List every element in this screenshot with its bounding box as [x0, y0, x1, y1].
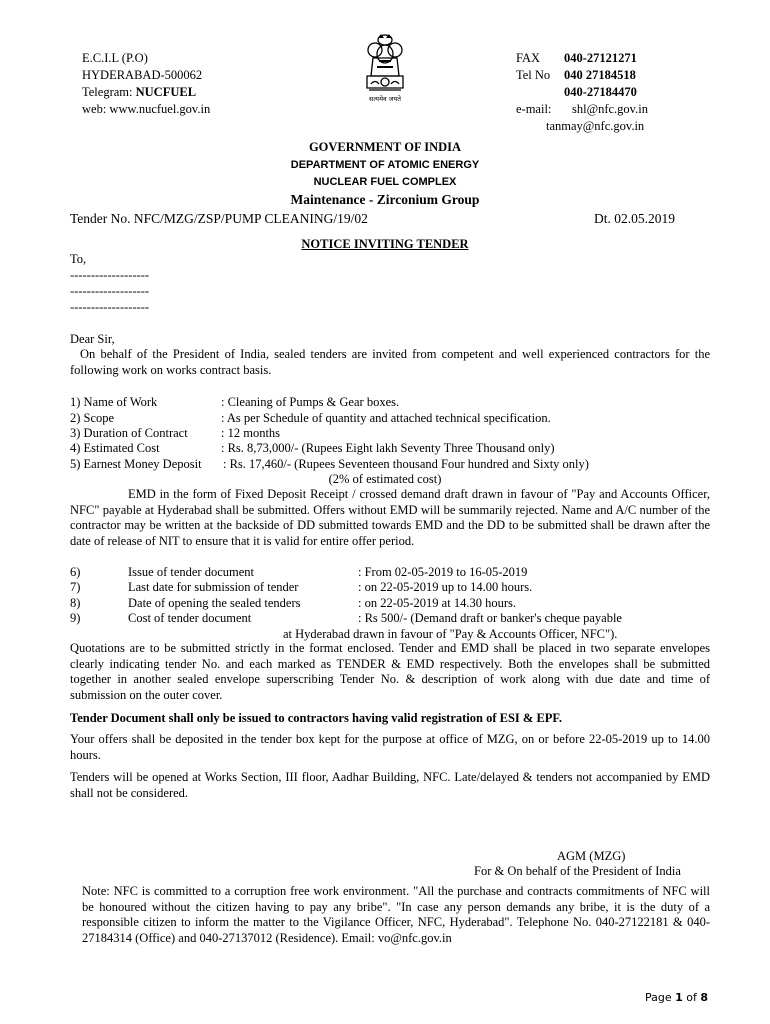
address-blank-3: ------------------- [70, 300, 150, 314]
signatory-behalf: For & On behalf of the President of India [474, 864, 681, 878]
page-label: Page [645, 991, 676, 1004]
tender-date: Dt. 02.05.2019 [594, 211, 675, 226]
title-government: GOVERNMENT OF INDIA [308, 140, 462, 154]
cost-continuation: at Hyderabad drawn in favour of "Pay & Accounts Officer, NFC"). [283, 627, 618, 641]
tender-number: Tender No. NFC/MZG/ZSP/PUMP CLEANING/19/02 [70, 211, 368, 226]
item-value: : As per Schedule of quantity and attached technical specification. [221, 411, 551, 425]
schedule-label: Last date for submission of tender [128, 580, 299, 594]
page-total: 8 [700, 991, 709, 1004]
schedule-number: 7) [70, 580, 81, 594]
national-emblem-icon [363, 30, 407, 118]
schedule-value: : From 02-05-2019 to 16-05-2019 [358, 565, 528, 579]
salutation: Dear Sir, [70, 332, 115, 346]
tel-value-1: 040 27184518 [564, 68, 636, 82]
item-value: : 12 months [221, 426, 281, 440]
item-label: 3) Duration of Contract [70, 426, 188, 440]
item-row [70, 425, 720, 441]
item-row [70, 440, 720, 456]
schedule-number: 6) [70, 565, 81, 579]
item-value: : Rs. 8,73,000/- (Rupees Eight lakh Seventy Three Thousand only) [221, 441, 555, 455]
item-value: : Rs. 17,460/- (Rupees Seventeen thousand Four hundred and Sixty only) [223, 457, 589, 471]
schedule-row [70, 595, 720, 611]
vigilance-note: Note: NFC is committed to a corruption free work environment. "All the purchase and contracts commitments of NFC will be honoured without the citizen having to pay any bribe". "In case any person demands any bribe, it is the duty of a responsible citizen to inform the matter to the Vigilance Officer, NFC, Hyderabad". Telephone No. 040-27122181 & 040-27184314 (Office) and 040-27137012 (Residence). Email: vo@nfc.gov.in [82, 884, 710, 945]
telegram-label: Telegram: [82, 85, 136, 99]
item-row [70, 410, 720, 426]
schedule-number: 9) [70, 611, 81, 625]
email-label: e-mail: [516, 102, 552, 116]
registration-note: Tender Document shall only be issued to contractors having valid registration of ESI & EPF. [70, 711, 563, 725]
schedule-label: Cost of tender document [128, 611, 252, 625]
fax-label: FAX [516, 51, 541, 65]
email-2[interactable]: tanmay@nfc.gov.in [546, 119, 645, 133]
notice-heading: NOTICE INVITING TENDER [301, 237, 469, 251]
schedule-label: Issue of tender document [128, 565, 255, 579]
item-row [70, 456, 720, 472]
schedule-value: : on 22-05-2019 at 14.30 hours. [358, 596, 516, 610]
schedule-value: : on 22-05-2019 up to 14.00 hours. [358, 580, 533, 594]
item-value: : Cleaning of Pumps & Gear boxes. [221, 395, 400, 409]
intro-paragraph: On behalf of the President of India, sealed tenders are invited from competent and well experienced contractors for the following work on works contract basis. [70, 347, 710, 377]
telegram-value: NUCFUEL [135, 85, 197, 99]
address-line-2: HYDERABAD-500062 [82, 68, 203, 82]
address-line-1: E.C.I.L (P.O) [82, 51, 148, 65]
quotations-paragraph: Quotations are to be submitted strictly in the format enclosed. Tender and EMD shall be placed in two separate envelopes clearly indicating tender No. and each marked as TENDER & EMD respectively. Both the envelopes shall be submitted together in another sealed envelope superscribing Tender No. & description of work along with due date and time of submission on the outer cover. [70, 641, 710, 702]
schedule-number: 8) [70, 596, 81, 610]
item-label: 2) Scope [70, 411, 115, 425]
fax-value: 040-27121271 [564, 51, 637, 65]
page-indicator [645, 990, 708, 1006]
address-blank-1: ------------------- [70, 268, 150, 282]
page-of-label: of [682, 991, 701, 1004]
emd-percentage-note: (2% of estimated cost) [328, 472, 442, 486]
tel-label: Tel No [516, 68, 551, 82]
item-row [70, 394, 720, 410]
schedule-row [70, 610, 720, 626]
title-complex: NUCLEAR FUEL COMPLEX [313, 176, 457, 188]
schedule-row [70, 579, 720, 595]
emblem-motto: सत्यमेव जयते [369, 95, 401, 103]
to-label: To, [70, 252, 87, 266]
address-blank-2: ------------------- [70, 284, 150, 298]
item-label: 5) Earnest Money Deposit [70, 457, 202, 471]
title-group: Maintenance - Zirconium Group [290, 192, 480, 207]
opening-paragraph: Tenders will be opened at Works Section, III floor, Aadhar Building, NFC. Late/delayed & tenders not accompanied by EMD shall not be considered. [70, 770, 710, 800]
page-number: 1 [675, 991, 683, 1004]
tel-value-2: 040-27184470 [564, 85, 637, 99]
schedule-value: : Rs 500/- (Demand draft or banker's cheque payable [358, 611, 622, 625]
web-line: web: www.nucfuel.gov.in [82, 102, 211, 116]
item-label: 4) Estimated Cost [70, 441, 160, 455]
schedule-label: Date of opening the sealed tenders [128, 596, 301, 610]
email-1[interactable]: shl@nfc.gov.in [572, 102, 648, 116]
title-department: DEPARTMENT OF ATOMIC ENERGY [290, 159, 480, 171]
emd-paragraph: EMD in the form of Fixed Deposit Receipt / crossed demand draft drawn in favour of "Pay and Accounts Officer, NFC" payable at Hyderabad shall be submitted. Offers without EMD will be summarily rejected. Name and A/C number of the contractor may be written at the backside of DD submitted towards EMD and the DD to be submitted shall be drawn after the date of release of NIT to ensure that it is valid for entire offer period. [70, 487, 710, 548]
item-label: 1) Name of Work [70, 395, 158, 409]
telegram-line [82, 84, 196, 100]
schedule-row [70, 564, 720, 580]
signatory-title: AGM (MZG) [557, 849, 626, 863]
deposit-paragraph: Your offers shall be deposited in the tender box kept for the purpose at office of MZG, on or before 22-05-2019 up to 14.00 hours. [70, 732, 710, 762]
